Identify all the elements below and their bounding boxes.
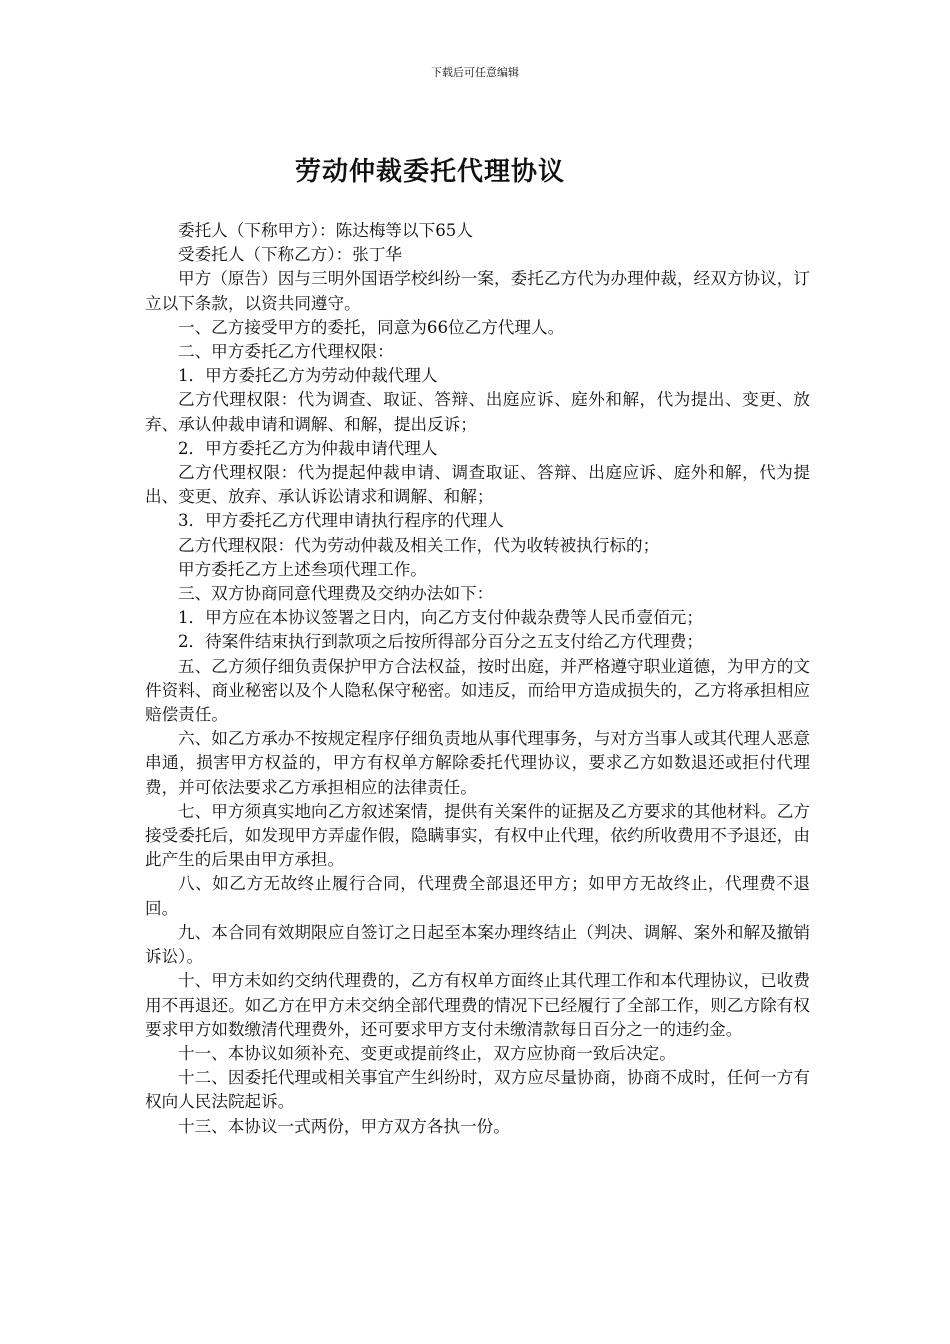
paragraph-clause-8: 八、如乙方无故终止履行合同，代理费全部退还甲方；如甲方无故终止，代理费不退回。: [145, 874, 810, 918]
paragraph-clause-13: 十三、本协议一式两份，甲方双方各执一份。: [178, 1116, 510, 1136]
header-note: 下载后可任意编辑: [431, 66, 519, 79]
paragraph-clause-3: 三、双方协商同意代理费及交纳办法如下：: [178, 584, 494, 604]
paragraph-preamble: 甲方（原告）因与三明外国语学校纠纷一案，委托乙方代为办理仲裁，经双方协议，订立以下条款，以资共同遵守。: [145, 269, 810, 313]
paragraph-clause-7: 七、甲方须真实地向乙方叙述案情，提供有关案件的证据及乙方要求的其他材料。乙方接受委托后，如发现甲方弄虚作假，隐瞒事实，有权中止代理，依约所收费用不予退还，由此产生的后果由甲方承担。: [145, 801, 810, 870]
paragraph-clause-2-item-2-scope: 乙方代理权限：代为提起仲裁申请、调查取证、答辩、出庭应诉、庭外和解，代为提出、变更、放弃、承认诉讼请求和调解、和解；: [145, 463, 810, 507]
paragraph-principal: 委托人（下称甲方）：陈达梅等以下65人: [178, 221, 473, 240]
paragraph-clause-2-summary: 甲方委托乙方上述叁项代理工作。: [178, 559, 427, 579]
paragraph-clause-10: 十、甲方未如约交纳代理费的，乙方有权单方面终止其代理工作和本代理协议，已收费用不再退还。如乙方在甲方未交纳全部代理费的情况下已经履行了全部工作，则乙方除有权要求甲方如数缴清代理费外，还可要求甲方支付未缴清款每日百分之一的违约金。: [145, 971, 810, 1039]
paragraph-clause-9: 九、本合同有效期限应自签订之日起至本案办理终结止（判决、调解、案外和解及撤销诉讼）。: [145, 922, 810, 967]
paragraph-clause-2-item-3: 3．甲方委托乙方代理申请执行程序的代理人: [178, 511, 504, 531]
paragraph-clause-2: 二、甲方委托乙方代理权限：: [178, 342, 394, 362]
paragraph-agent: 受委托人（下称乙方）：张丁华: [178, 245, 403, 265]
paragraph-clause-12: 十二、因委托代理或相关事宜产生纠纷时，双方应尽量协商，协商不成时，任何一方有权向人民法院起诉。: [145, 1068, 810, 1112]
paragraph-clause-6: 六、如乙方承办不按规定程序仔细负责地从事代理事务，与对方当事人或其代理人恶意串通，损害甲方权益的，甲方有权单方解除委托代理协议，要求乙方如数退还或拒付代理费，并可依法要求乙方承担相应的法律责任。: [145, 729, 810, 797]
document-body: [145, 219, 810, 1139]
paragraph-clause-2-item-2: 2．甲方委托乙方为仲裁申请代理人: [178, 438, 438, 458]
paragraph-clause-5: 五、乙方须仔细负责保护甲方合法权益，按时出庭，并严格遵守职业道德，为甲方的文件资料、商业秘密以及个人隐私保守秘密。如违反，而给甲方造成损失的，乙方将承担相应赔偿责任。: [145, 656, 810, 725]
document-title: 劳动仲裁委托代理协议: [294, 157, 565, 187]
paragraph-clause-1: 一、乙方接受甲方的委托，同意为66位乙方代理人。: [178, 317, 565, 337]
paragraph-clause-2-item-3-scope: 乙方代理权限：代为劳动仲裁及相关工作，代为收转被执行标的；: [178, 535, 660, 555]
paragraph-clause-2-item-1-scope: 乙方代理权限：代为调查、取证、答辩、出庭应诉、庭外和解，代为提出、变更、放弃、承认仲裁申请和调解、和解，提出反诉；: [145, 390, 810, 434]
paragraph-clause-3-item-1: 1．甲方应在本协议签署之日内，向乙方支付仲裁杂费等人民币壹佰元；: [178, 608, 703, 628]
paragraph-clause-11: 十一、本协议如须补充、变更或提前终止，双方应协商一致后决定。: [178, 1043, 676, 1063]
paragraph-clause-2-item-1: 1．甲方委托乙方为劳动仲裁代理人: [178, 366, 438, 386]
paragraph-clause-3-item-2: 2．待案件结束执行到款项之后按所得部分百分之五支付给乙方代理费；: [178, 632, 703, 652]
